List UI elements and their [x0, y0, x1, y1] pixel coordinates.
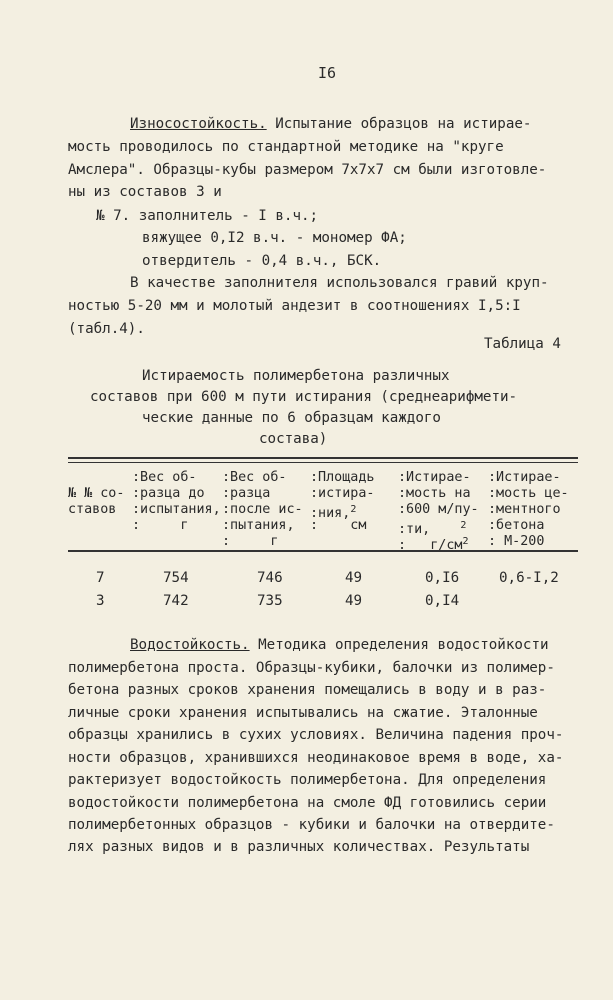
paragraph-line: рактеризует водостойкость полимербетона. Для определения	[68, 772, 547, 788]
table-header-cell: :Истирае-	[488, 470, 561, 485]
table-header-cell: :мость на	[398, 486, 471, 501]
table-caption-line: Истираемость полимербетона различных	[142, 368, 450, 384]
paragraph-line: лях разных видов и в различных количествах. Результаты	[68, 839, 530, 855]
table-caption-line: составов при 600 м пути истирания (среднеарифмети-	[90, 389, 518, 405]
table-caption-line: ческие данные по 6 образцам каждого	[142, 410, 441, 426]
table-header-cell: :Вес об-	[222, 470, 287, 485]
section-heading-water: Водостойкость.	[130, 637, 250, 653]
table-cell: 3	[96, 593, 105, 609]
table-cell: 742	[163, 593, 189, 609]
table-rule-top-thin	[68, 462, 578, 463]
section-heading-wear: Износостойкость.	[130, 116, 267, 132]
table-header-cell: :Площадь	[310, 470, 375, 485]
paragraph-line: водостойкости полимербетона на смоле ФД готовились серии	[68, 795, 547, 811]
table-header-cell: :пытания,	[222, 518, 295, 533]
table-cell: 754	[163, 570, 189, 586]
table-header-cell: :ния,$^2$	[310, 504, 357, 521]
table-header-cell: :истира-	[310, 486, 375, 501]
table-label: Таблица 4	[484, 336, 561, 352]
paragraph-line: вяжущее 0,I2 в.ч. - мономер ФА;	[142, 230, 407, 246]
table-rule-top	[68, 457, 578, 459]
table-cell: 0,I6	[425, 570, 460, 586]
table-cell: 746	[257, 570, 283, 586]
paragraph-line: полимербетона проста. Образцы-кубики, балочки из полимер-	[68, 660, 555, 676]
paragraph-line: Износостойкость. Испытание образцов на истирае-	[130, 116, 532, 132]
table-cell: 0,6-I,2	[499, 570, 559, 586]
table-header-cell: :Истирае-	[398, 470, 471, 485]
table-header-cell: ставов	[68, 502, 117, 517]
table-cell: 7	[96, 570, 105, 586]
table-cell: 49	[345, 570, 363, 586]
paragraph-line: бетона разных сроков хранения помещались в воду и в раз-	[68, 682, 547, 698]
paragraph-line: отвердитель - 0,4 в.ч., БСК.	[142, 253, 382, 269]
table-header-cell: :мость це-	[488, 486, 569, 501]
paragraph-line: ностью 5-20 мм и молотый андезит в соотношениях I,5:I	[68, 298, 521, 314]
table-header-cell: : г	[132, 518, 189, 533]
table-header-cell: : г	[222, 534, 279, 549]
table-header-cell: :600 м/пу-	[398, 502, 479, 517]
page-number: I6	[318, 64, 337, 82]
table-header-cell: :ти, $^2$	[398, 520, 467, 537]
paragraph-line: ности образцов, хранившихся неодинаковое время в воде, ха-	[68, 750, 564, 766]
paragraph-line: ны из составов 3 и	[68, 184, 222, 200]
paragraph-line: (табл.4).	[68, 321, 145, 337]
paragraph-line: В качестве заполнителя использовался гравий круп-	[130, 275, 549, 291]
table-header-cell: :разца до	[132, 486, 205, 501]
paragraph-line: личные сроки хранения испытывались на сжатие. Эталонные	[68, 705, 538, 721]
table-header-cell: : М-200	[488, 534, 545, 549]
table-caption-line: состава)	[259, 431, 328, 447]
paragraph-line: полимербетонных образцов - кубики и балочки на отвердите-	[68, 817, 555, 833]
table-header-cell: :бетона	[488, 518, 545, 533]
paragraph-line: мость проводилось по стандартной методике на "круге	[68, 139, 504, 155]
paragraph-line: № 7. заполнитель - I в.ч.;	[96, 208, 319, 224]
table-header-cell: : см	[310, 518, 367, 533]
table-rule-mid	[68, 550, 578, 552]
table-cell: 735	[257, 593, 283, 609]
table-header-cell: : $г/см^2$	[398, 536, 469, 553]
table-header-cell: :разца	[222, 486, 271, 501]
table-header-cell: :испытания,	[132, 502, 221, 517]
table-cell: 49	[345, 593, 363, 609]
table-cell: 0,I4	[425, 593, 460, 609]
table-header-cell: :ментного	[488, 502, 561, 517]
paragraph-line: образцы хранились в сухих условиях. Величина падения проч-	[68, 727, 564, 743]
table-header-cell: :после ис-	[222, 502, 303, 517]
table-header-cell: :Вес об-	[132, 470, 197, 485]
paragraph-line: Амслера". Образцы-кубы размером 7х7х7 см были изготовле-	[68, 162, 547, 178]
paragraph-line: Водостойкость. Методика определения водостойкости	[130, 637, 549, 653]
table-header-cell: № № со-	[68, 486, 125, 501]
